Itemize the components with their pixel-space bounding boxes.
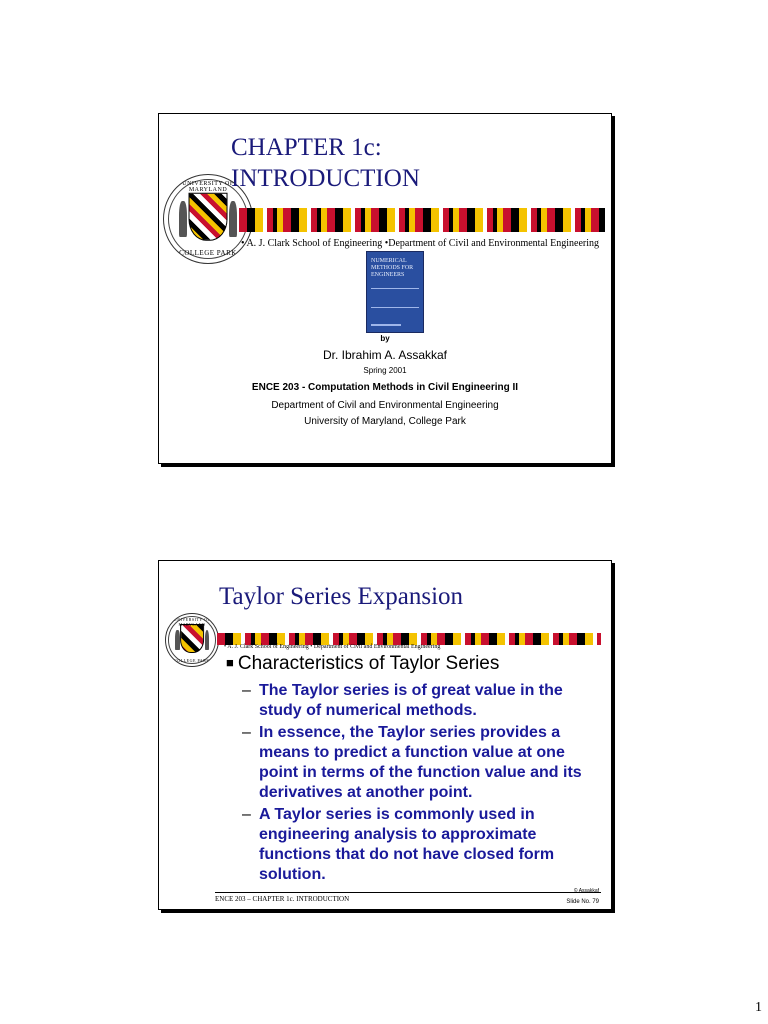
maryland-flag-icon bbox=[189, 193, 228, 241]
content-slide bbox=[158, 560, 612, 910]
department-label: Department of Civil and Environmental Engineering bbox=[271, 400, 499, 411]
university-seal-logo: UNIVERSITY OF MARYLAND COLLEGE PARK bbox=[165, 613, 219, 667]
maryland-flag-icon bbox=[180, 624, 204, 653]
maryland-stripe-bar bbox=[239, 208, 605, 232]
title-slide bbox=[158, 113, 612, 464]
textbook-cover-image: NUMERICAL METHODS FOR ENGINEERS bbox=[366, 251, 424, 333]
slide-title-line2: INTRODUCTION bbox=[231, 165, 420, 192]
course-title: ENCE 203 - Computation Methods in Civil Engineering II bbox=[251, 382, 519, 393]
slide-title: Taylor Series Expansion bbox=[219, 583, 464, 610]
by-label: by bbox=[380, 334, 390, 343]
main-bullet-text: Characteristics of Taylor Series bbox=[237, 653, 500, 674]
copyright-label: © Assakkaf bbox=[573, 888, 599, 894]
page-number: 1 bbox=[755, 1000, 762, 1015]
slide-number: Slide No. 79 bbox=[566, 899, 599, 905]
department-banner-text: • A. J. Clark School of Engineering • Department of Civil and Environmental Engineering bbox=[224, 644, 441, 650]
footer-divider bbox=[215, 892, 601, 893]
slide-title bbox=[231, 132, 420, 194]
list-item: – A Taylor series is commonly used in engineering analysis to approximate functions that do not have closed form solution. bbox=[242, 806, 555, 883]
slide-title-line1: CHAPTER 1c: bbox=[231, 134, 382, 161]
author-name: Dr. Ibrahim A. Assakkaf bbox=[322, 348, 448, 362]
main-bullet bbox=[226, 653, 499, 675]
list-item: – The Taylor series is of great value in the study of numerical methods. bbox=[242, 682, 563, 719]
term-label: Spring 2001 bbox=[363, 366, 407, 375]
square-bullet-icon: ■ bbox=[226, 655, 234, 670]
university-seal-logo: UNIVERSITY OF MARYLAND COLLEGE PARK bbox=[163, 174, 253, 264]
university-label: University of Maryland, College Park bbox=[304, 416, 466, 427]
footer-course-label: ENCE 203 – CHAPTER 1c. INTRODUCTION bbox=[215, 895, 350, 903]
department-banner-text: • A. J. Clark School of Engineering •Department of Civil and Environmental Engineering bbox=[241, 238, 600, 249]
list-item: – In essence, the Taylor series provides a means to predict a function value at one point in terms of the function value and its derivatives at another point. bbox=[242, 724, 582, 801]
sub-bullet-list bbox=[242, 681, 602, 887]
